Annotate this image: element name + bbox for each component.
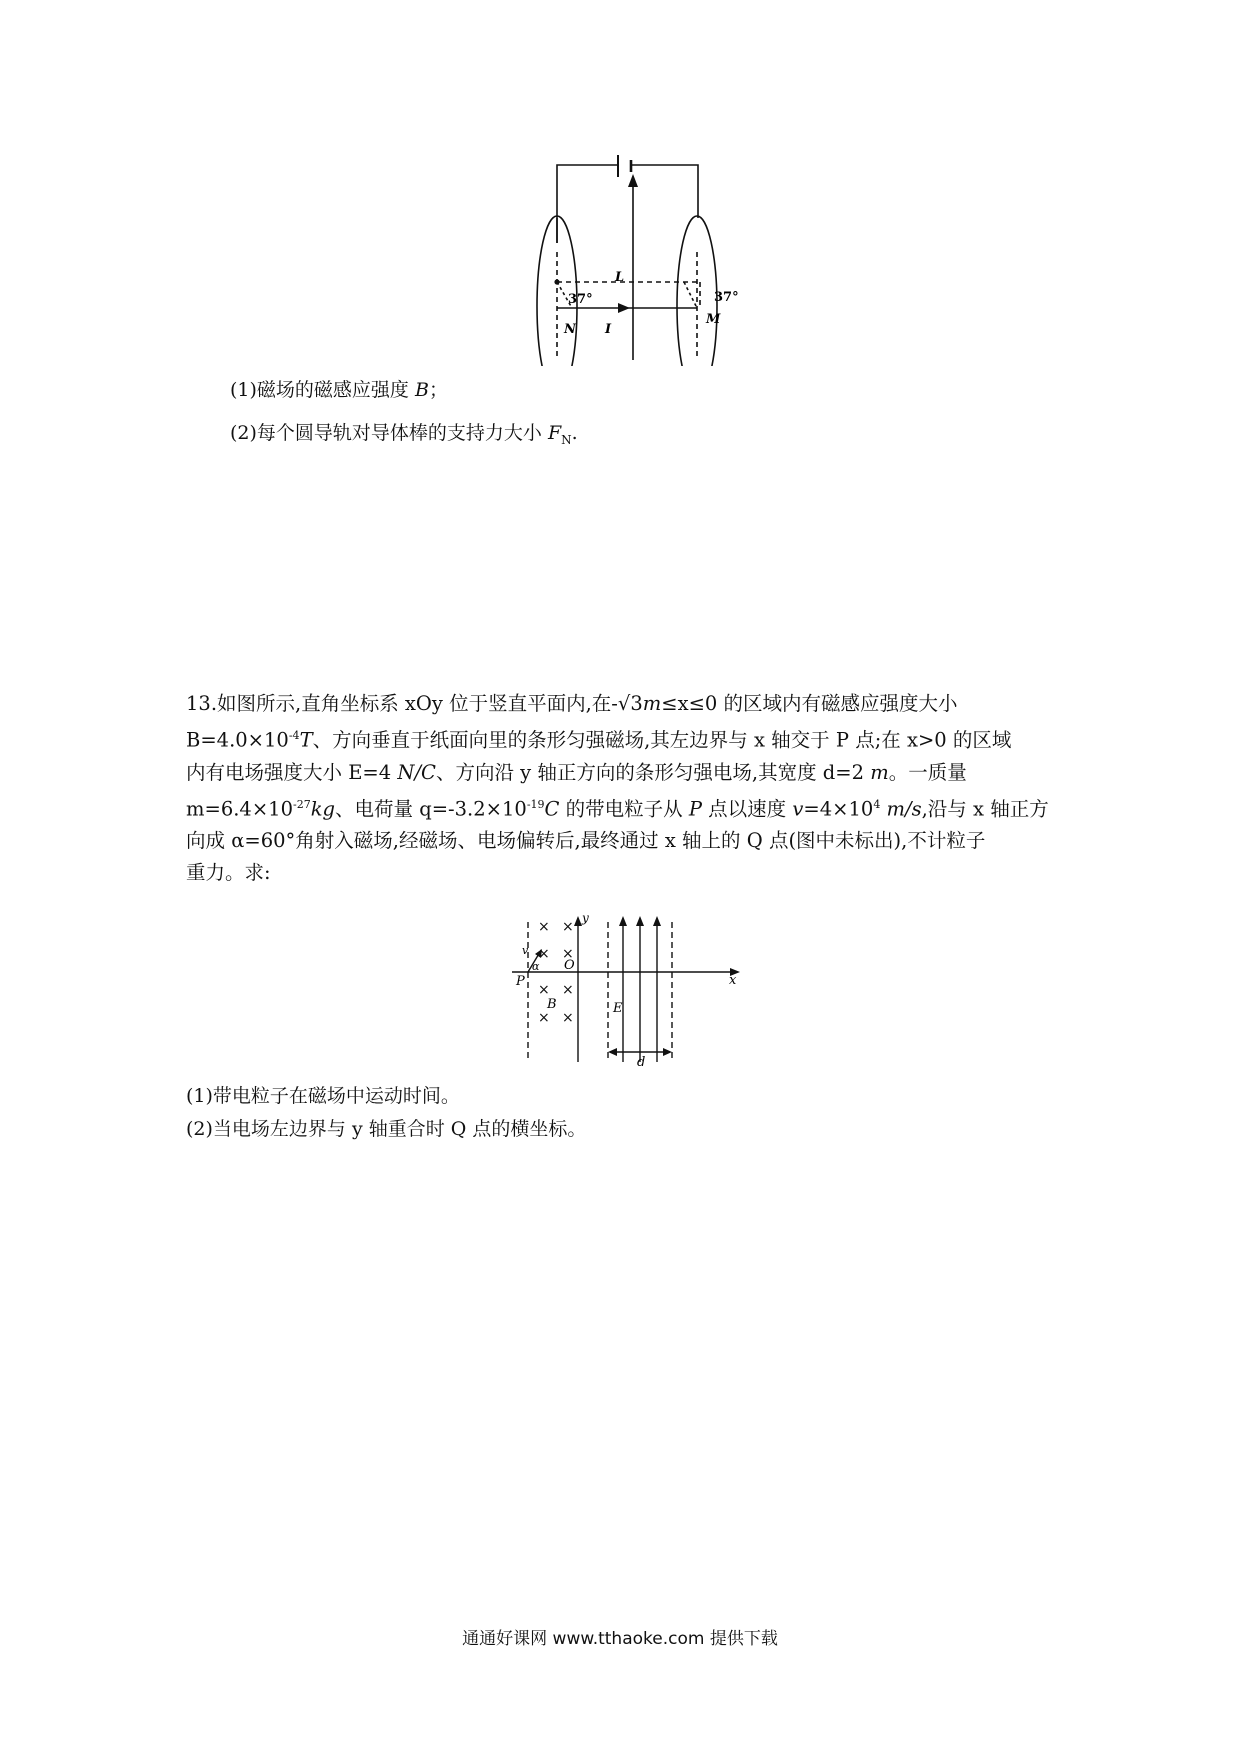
label-N: N	[564, 322, 576, 337]
q13-sub-2: (2)当电场左边界与 y 轴重合时 Q 点的横坐标。	[186, 1118, 587, 1140]
angle-right: 37°	[714, 290, 739, 305]
q13-line-3: 内有电场强度大小 E=4 N/C、方向沿 y 轴正方向的条形匀强电场,其宽度 d=2 m。一质量	[186, 760, 967, 784]
label-I: I	[605, 322, 612, 337]
q13-problem-text	[186, 688, 1058, 889]
svg-text:×: ×	[562, 946, 574, 962]
svg-text:×: ×	[538, 946, 550, 962]
label-L: L	[615, 270, 625, 285]
svg-text:×: ×	[562, 1010, 574, 1026]
svg-text:×: ×	[538, 919, 550, 935]
q13-line-5: 向成 α=60°角射入磁场,经磁场、电场偏转后,最终通过 x 轴上的 Q 点(图中未标出),不计粒子	[186, 829, 986, 852]
q12-item-1: (1)磁场的磁感应强度 B；	[230, 379, 448, 401]
label-x: x	[729, 973, 737, 988]
field-regions-figure	[500, 912, 745, 1072]
label-M: M	[706, 312, 721, 327]
q13-line-2: $B=4.0\times 10^{-4}T$、方向垂直于纸面向里的条形匀强磁场,其左边界与 x 轴交于 P 点;在 x>0 的区域	[186, 728, 1012, 752]
q13-line-6: 重力。求:	[186, 861, 271, 884]
svg-text:×: ×	[562, 982, 574, 998]
svg-text:×: ×	[562, 919, 574, 935]
q13-line-4: $m=6.4\times 10^{-27}kg$、电荷量 $q=-3.2\times 10^{-19}C$ 的带电粒子从 P 点以速度 $v=4\times 10^4$ m/s,沿与 x 轴正方	[186, 797, 1049, 820]
q12-item-2: (2)每个圆导轨对导体棒的支持力大小 $F_N$.	[230, 422, 578, 447]
label-B: B	[547, 997, 557, 1012]
label-alpha: α	[532, 960, 540, 973]
label-d: d	[637, 1055, 646, 1070]
q13-sub-1: (1)带电粒子在磁场中运动时间。	[186, 1085, 460, 1107]
svg-text:×: ×	[538, 982, 550, 998]
q13-line-1: 13.如图所示,直角坐标系 xOy 位于竖直平面内,在-√3m≤x≤0 的区域内有磁感应强度大小	[186, 692, 958, 715]
label-y: y	[582, 912, 589, 925]
svg-text:×: ×	[538, 1010, 550, 1026]
label-v: v	[522, 944, 529, 957]
rails-circuit-figure	[520, 138, 780, 366]
angle-left: 37°	[568, 292, 593, 307]
label-O: O	[564, 958, 575, 973]
label-P: P	[516, 974, 525, 989]
page-footer: 通通好课网 www.tthaoke.com 提供下载	[462, 1629, 778, 1649]
label-E: E	[613, 1001, 623, 1016]
